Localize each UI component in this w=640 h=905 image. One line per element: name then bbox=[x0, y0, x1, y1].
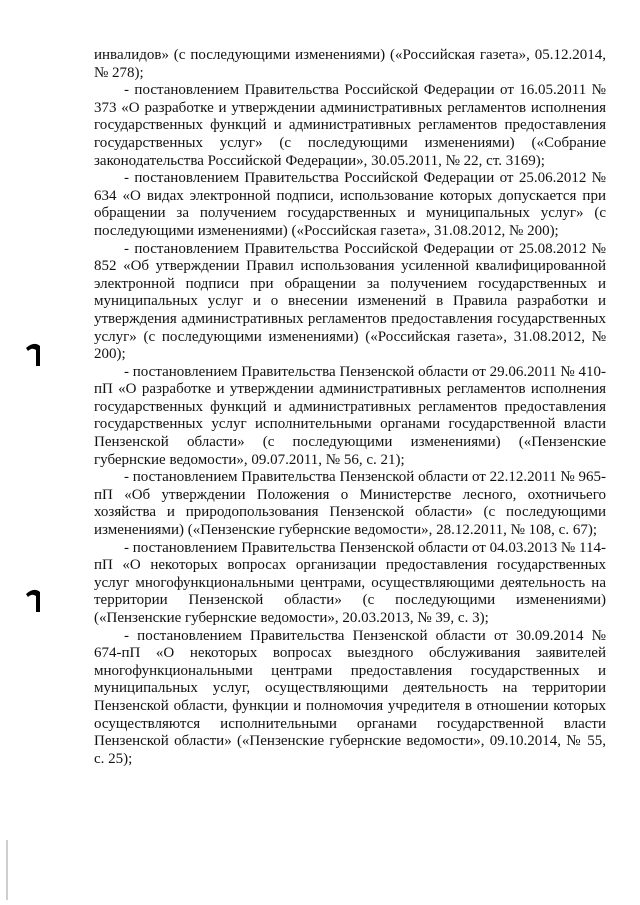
paragraph-2: - постановлением Правительства Российской Федерации от 16.05.2011 № 373 «О разработке и утверждении административных регламентов исполнения государственных функций и административных регламентов предоставления государственных услуг» (с последующими изменениями) («Собрание законодательства Российской Федерации», 30.05.2011, № 22, ст. 3169); bbox=[94, 82, 606, 169]
paragraph-7: - постановлением Правительства Пензенской области от 04.03.2013 № 114-пП «О некоторых вопросах организации предоставления государственных услуг многофункциональными центрами, осуществляющими деятельность на территории Пензенской области» (с последующими изменениями) («Пензенские губернские ведомости», 20.03.2013, № 39, с. 3); bbox=[94, 539, 606, 626]
paragraph-1: инвалидов» (с последующими изменениями) («Российская газета», 05.12.2014, № 278); bbox=[94, 47, 606, 81]
paragraph-8: - постановлением Правительства Пензенской области от 30.09.2014 № 674-пП «О некоторых вопросах выездного обслуживания заявителей многофункциональными центрами предоставления государственных и муниципальных услуг, осуществляющими деятельность на территории Пензенской области, функции и полномочия учредителя в отношении которых осуществляются исполнительными органами государственной власти Пензенской области» («Пензенские губернские ведомости», 09.10.2014, № 55, с. 25); bbox=[94, 627, 606, 767]
document-body bbox=[94, 47, 606, 768]
punch-hole-mark-top bbox=[22, 341, 44, 367]
paragraph-6: - постановлением Правительства Пензенской области от 22.12.2011 № 965-пП «Об утверждении Положения о Министерстве лесного, охотничьего хозяйства и природопользования Пензенской области» (с последующими изменениями) («Пензенские губернские ведомости», 28.12.2011, № 108, с. 67); bbox=[94, 469, 606, 539]
scan-edge-line bbox=[6, 840, 8, 900]
paragraph-4: - постановлением Правительства Российской Федерации от 25.08.2012 № 852 «Об утверждении Правил использования усиленной квалифицированной электронной подписи при обращении за получением государственных и муниципальных услуг и о внесении изменений в Правила разработки и утверждения административных регламентов предоставления государственных услуг» (с последующими изменениями) («Российская газета», 31.08.2012, № 200); bbox=[94, 240, 606, 363]
paragraph-5: - постановлением Правительства Пензенской области от 29.06.2011 № 410-пП «О разработке и утверждении административных регламентов исполнения государственных функций и административных регламентов предоставления государственных услуг исполнительными органами государственной власти Пензенской области» (с последующими изменениями) («Пензенские губернские ведомости», 09.07.2011, № 56, с. 21); bbox=[94, 363, 606, 468]
punch-hole-mark-bottom bbox=[22, 587, 44, 613]
paragraph-3: - постановлением Правительства Российской Федерации от 25.06.2012 № 634 «О видах электронной подписи, использование которых допускается при обращении за получением государственных и муниципальных услуг» (с последующими изменениями) («Российская газета», 31.08.2012, № 200); bbox=[94, 170, 606, 239]
